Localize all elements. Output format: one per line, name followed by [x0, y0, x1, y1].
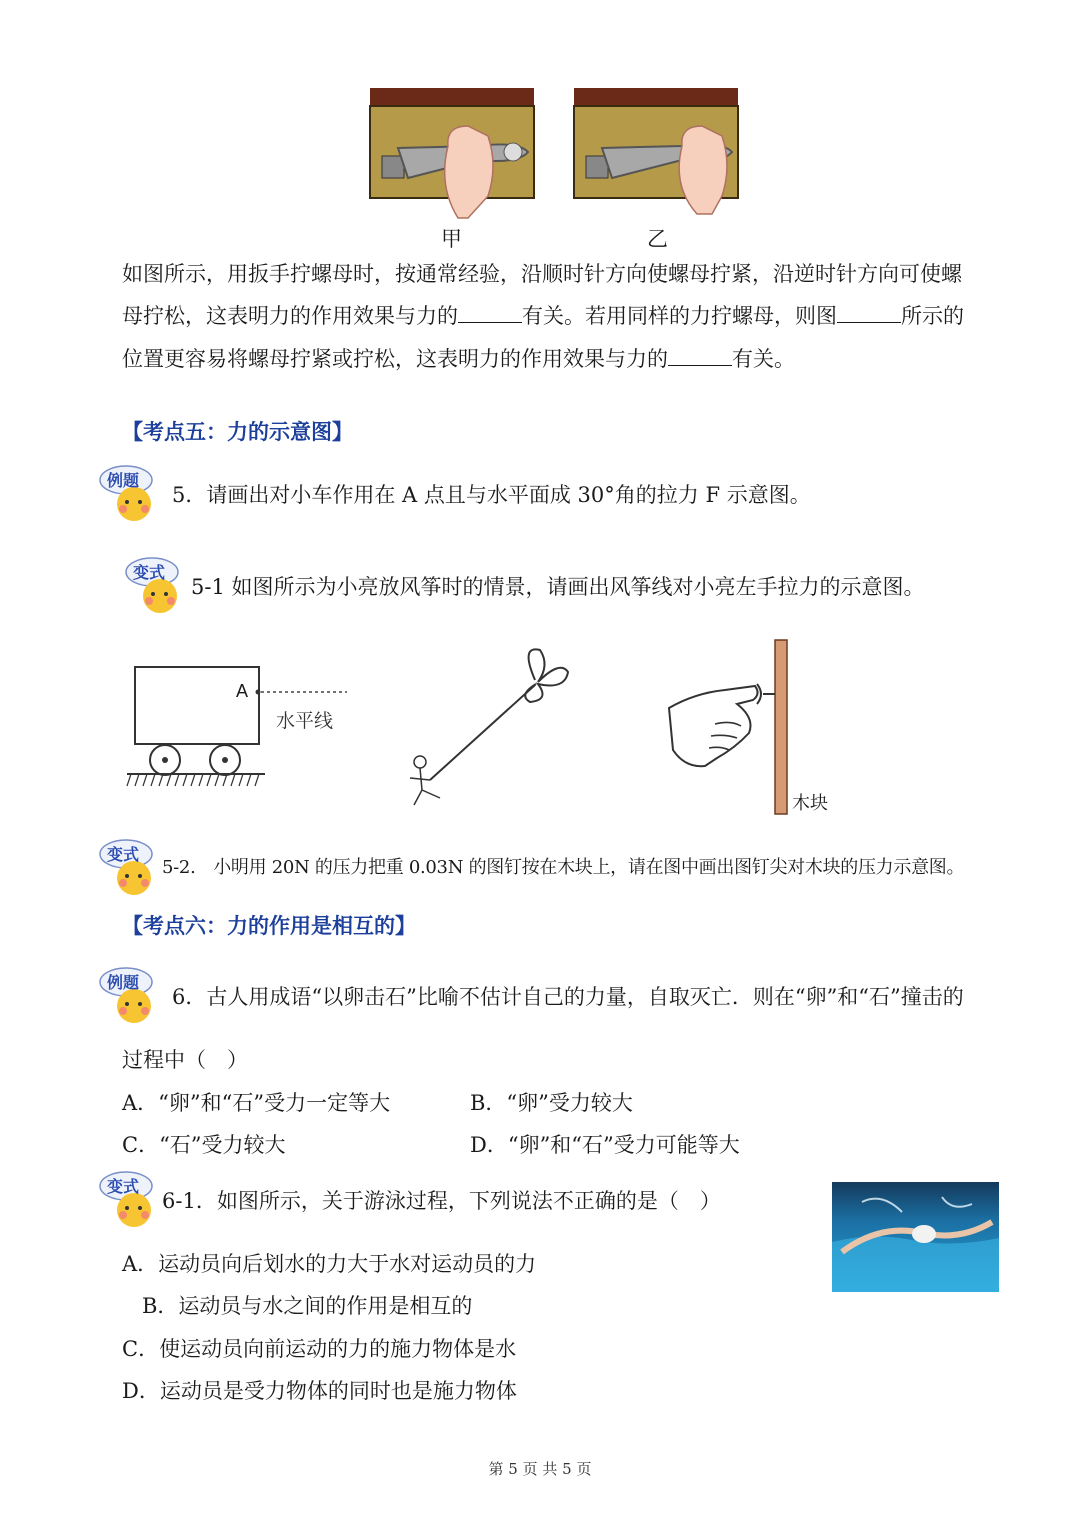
- kite-figure: [400, 640, 580, 810]
- q6-option-d[interactable]: D．“卵”和“石”受力可能等大: [470, 1133, 740, 1157]
- variant-badge-label: 变式: [133, 563, 166, 582]
- wrench-figure-right: [572, 86, 740, 220]
- question-6-stem2: 过程中（ ）: [122, 1048, 248, 1072]
- answer-blank[interactable]: [668, 345, 732, 366]
- q6-1-option-a[interactable]: A．运动员向后划水的力大于水对运动员的力: [122, 1252, 537, 1276]
- example-badge-label: 例题: [107, 471, 140, 490]
- q-wrench-line1: 如图所示，用扳手拧螺母时，按通常经验，沿顺时针方向使螺母拧紧，沿逆时针方向可使螺: [122, 262, 962, 286]
- q6-1-option-b[interactable]: B．运动员与水之间的作用是相互的: [142, 1294, 473, 1318]
- q6-1-option-c[interactable]: C．使运动员向前运动的力的施力物体是水: [122, 1337, 517, 1361]
- question-5-1: 5-1 如图所示为小亮放风筝时的情景，请画出风筝线对小亮左手拉力的示意图。: [191, 575, 925, 599]
- answer-blank[interactable]: [837, 302, 901, 323]
- question-5-2: 5-2. 小明用 20N 的压力把重 0.03N 的图钉按在木块上，请在图中画出图钉尖对木块的压力示意图。: [162, 857, 965, 878]
- thumbtack-figure: [665, 638, 795, 816]
- q6-1-option-d[interactable]: D．运动员是受力物体的同时也是施力物体: [122, 1379, 517, 1403]
- wood-block-label: 木块: [792, 793, 828, 813]
- wrench-figure-left: [368, 86, 536, 220]
- figure-label-yi: 乙: [647, 227, 668, 251]
- cart-horizontal-line-label: 水平线: [276, 711, 334, 732]
- question-6-stem1: 6．古人用成语“以卵击石”比喻不估计自己的力量，自取灭亡．则在“卵”和“石”撞击的: [172, 985, 964, 1009]
- q-wrench-line2: 母拧松，这表明力的作用效果与力的 有关。若用同样的力拧螺母，则图 所示的: [122, 304, 964, 328]
- answer-blank[interactable]: [458, 302, 522, 323]
- page-footer: 第 5 页 共 5 页: [488, 1460, 592, 1478]
- example-badge: [98, 462, 160, 528]
- question-5: 5．请画出对小车作用在 A 点且与水平面成 30°角的拉力 F 示意图。: [172, 483, 811, 507]
- cart-point-label: A: [236, 681, 249, 701]
- variant-badge-label: 变式: [107, 1177, 140, 1196]
- q6-option-b[interactable]: B．“卵”受力较大: [470, 1091, 633, 1115]
- example-badge: [98, 964, 160, 1030]
- variant-badge: [124, 554, 186, 620]
- example-badge-label: 例题: [107, 973, 140, 992]
- question-6-1-stem: 6-1．如图所示，关于游泳过程，下列说法不正确的是（ ）: [162, 1189, 721, 1213]
- q6-option-a[interactable]: A．“卵”和“石”受力一定等大: [122, 1091, 391, 1115]
- section-heading-5: 【考点五：力的示意图】: [122, 419, 353, 444]
- variant-badge-label: 变式: [107, 845, 140, 864]
- figure-label-jia: 甲: [441, 227, 462, 251]
- variant-badge: [98, 1168, 160, 1234]
- variant-badge: [98, 836, 160, 902]
- q6-option-c[interactable]: C．“石”受力较大: [122, 1133, 286, 1157]
- q-wrench-line3: 位置更容易将螺母拧紧或拧松，这表明力的作用效果与力的 有关。: [122, 347, 795, 371]
- section-heading-6: 【考点六：力的作用是相互的】: [122, 913, 416, 938]
- swimmer-photo: [832, 1182, 999, 1292]
